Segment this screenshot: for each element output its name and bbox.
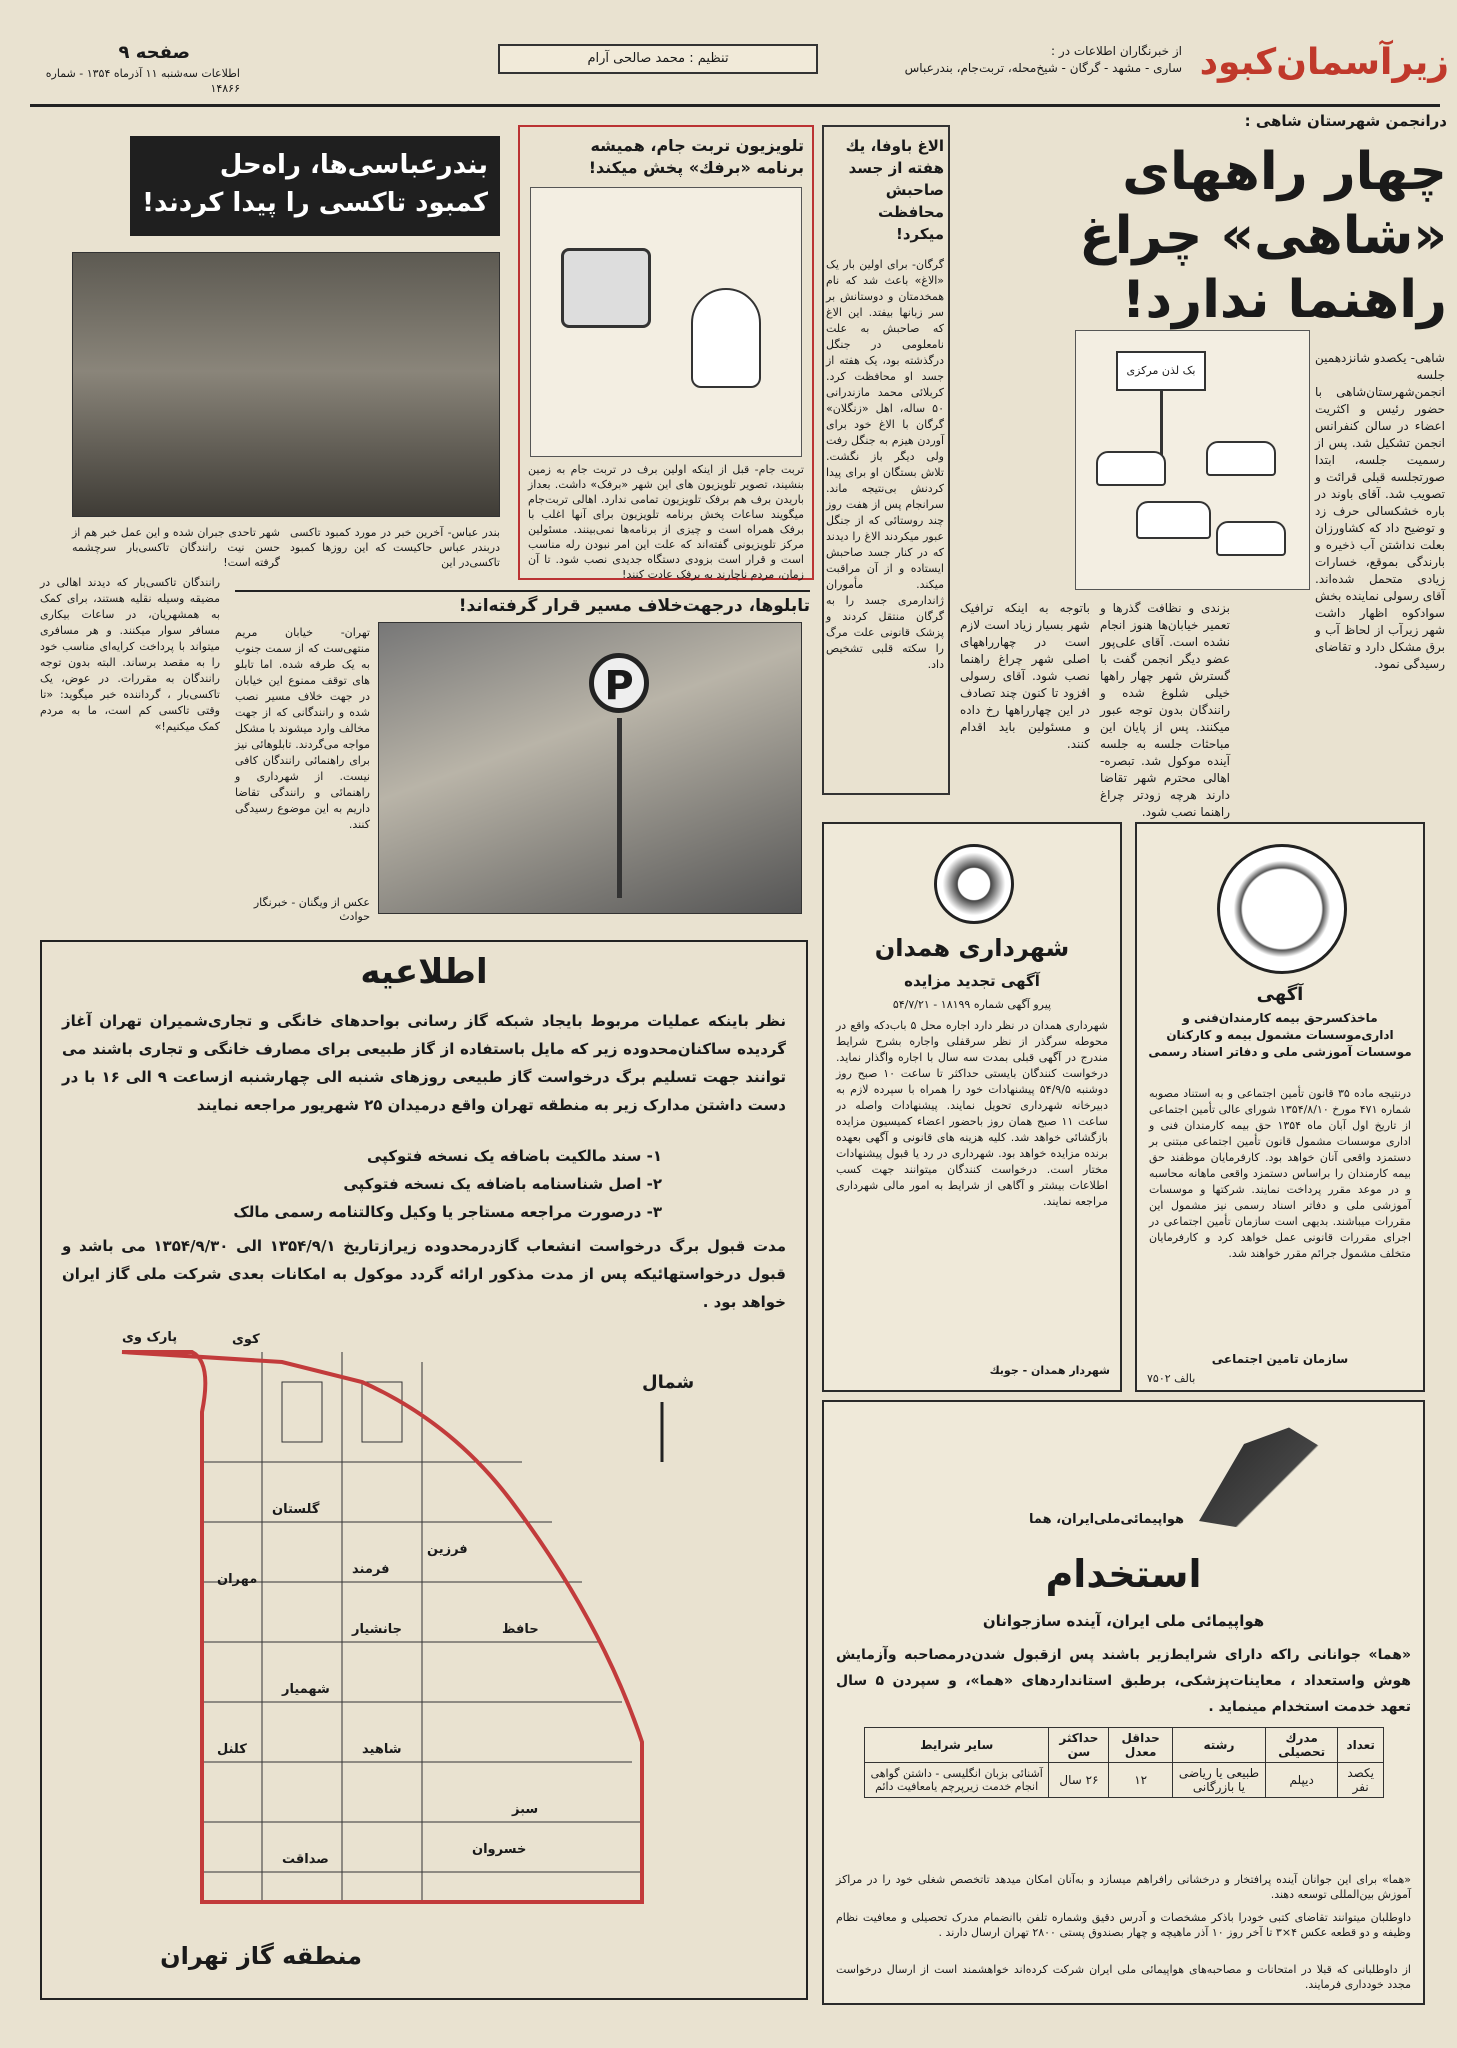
gas-area-map <box>82 1322 772 1922</box>
map-street-label: جانشیار <box>352 1622 403 1637</box>
tv-body: تربت جام- قبل از اینکه اولین برف در تربت جام به زمین بنشیند، تصویر تلویزیون های این شهر «برفک» داشت. بعداز باریدن برف هم برفک تلویزیون تمامی ندارد. اهالی تربت‌جام میگویند ساعات پخش برنامه تلویزیون برای آنها اغلب با برفک همراه است و چیزی از برنامه‌ها نمی‌بینند. مسئولین مرکز تلویزیونی گفته‌اند که علت این امر نبودن رله مناسب است و قرار است بزودی دستگاه جدیدی نصب شود. تا آن زمان، مردم ناچارند به برفک عادت کنند! <box>528 463 804 581</box>
table-header: حداکثر سن <box>1049 1728 1109 1763</box>
map-street-label: حافظ <box>502 1622 539 1637</box>
tv-headline: تلویزیون تربت جام، همیشه برنامه «برفك» پخش میکند! <box>588 136 804 177</box>
table-header: مدرك تحصیلی <box>1266 1728 1338 1763</box>
masthead-rule <box>30 104 1440 107</box>
taxi-caption-left: شهر تاحدی جبران شده و این عمل خبر هم از حسن نیت رانندگان تاکسی‌بار سرچشمه گرفته است! <box>72 526 280 569</box>
signs-body: تهران- خیابان مریم منتهی‌ست که از سمت جنوب به یک طرفه شده. اما تابلو های توقف ممنوع این خیابان در جهت خلاف مسیر نصب شده و رانندگانی که از جهت مخالف وارد میشوند با مشکل مواجه می‌گردند. تابلو‌هائی نیز برای راهنمائی رانندگان کافی نیست. از شهرداری و راهنمائی و رانندگی تقاضا داریم به این موضوع رسیدگی کنند. <box>235 626 370 831</box>
tv-cartoon <box>530 187 802 457</box>
street-grid <box>202 1352 642 1902</box>
correspondents-cities: ساری - مشهد - گرگان - شیخ‌محله، تربت‌جام، بندرعباس <box>904 61 1182 75</box>
traffic-headline: چهار راههای «شاهی» چراغ راهنما ندارد! <box>1079 142 1447 330</box>
table-cell: دیپلم <box>1266 1763 1338 1798</box>
map-street-label: کوی <box>232 1332 260 1347</box>
gas-notice-item-2: ۲- اصل شناسنامه باضافه یک نسخه فتوکپی <box>343 1175 662 1193</box>
car-icon <box>1206 441 1276 476</box>
homa-logo-icon <box>1184 1422 1334 1532</box>
issue-date: اطلاعات سه‌شنبه ۱۱ آذرماه ۱۳۵۴ - شماره ۱۴۸۶۶ <box>45 67 240 95</box>
table-cell: ۲۶ سال <box>1049 1763 1109 1798</box>
donkey-box <box>822 125 950 795</box>
map-street-label: گلستان <box>272 1502 320 1517</box>
editor-box: تنظیم : محمد صالحی آرام <box>498 44 818 74</box>
map-north-label: شمال <box>642 1372 695 1393</box>
map-street-label: پارک وی <box>122 1330 178 1345</box>
table-header: سایر شرایط <box>865 1728 1049 1763</box>
signs-credit: عکس از ویگنان - خبرنگار حوادث <box>253 896 370 923</box>
signs-headline: تابلوها، درجهت‌خلاف مسیر قرار گرفته‌اند! <box>235 590 810 616</box>
cartoon-sign: بک لذن مرکزی <box>1116 351 1206 391</box>
map-street-label: خسروان <box>472 1842 527 1857</box>
gas-notice-body: نظر باینکه عملیات مربوط بایجاد شبکه گاز رسانی بواحدهای خانگی و تجاری‌شمیران‌ تهران آغاز گردیده ساکنان‌محدوده زیر که مایل باستفاده از گاز طبیعی برای مصارف خانگی و تجاری باشند می توانند جهت تسلیم برگ درخواست گاز طبیعی روزهای شنبه الی چهارشنبه ازساعت ۹ الی ۱۶ با در دست داشتن مدارک زیر به منطقه تهران واقع درمیدان ۲۵ شهریور مراجعه نمایند <box>62 1012 786 1114</box>
municipality-title: شهرداری همدان <box>874 934 1070 962</box>
traffic-col-right: شاهی- یکصدو شانزدهمین جلسه انجمن‌شهرستان‌شاهی با حضور رئیس و اکثریت اعضاء در سالن کنفرانس انجمن تشکیل شد. پس از رسمیت جلسه، ابتدا صورتجلسه قبلی قرائت و تصویب شد. آقای باوند در باره خشکسالی حرف زد و توضیح داد که کشاورزان بعلت نداشتن آب ذخیره و بارندگی بموقع، خسارات زیادی متحمل شده‌اند. آقای رسولی نماینده بخش سوادکوه اظهار داشت شهر زیرآب از لحاظ آب و برق مشکل دارد و تقاضای رسیدگی نمود. <box>1315 351 1445 671</box>
table-cell: ۱۲ <box>1109 1763 1172 1798</box>
taxi-caption-right: بندر عباس- آخرین خبر در مورد کمبود تاکسی دربندر عباس حاکیست که این روز‌ها کمبود تاکسی‌در این <box>290 526 500 569</box>
map-street-label: فرمند <box>352 1562 390 1577</box>
correspondents-label: از خبرنگاران اطلاعات در : <box>1051 44 1182 58</box>
tv-set-icon <box>561 248 651 328</box>
insurance-sign: سازمان تامین اجتماعی <box>1211 1352 1349 1366</box>
masthead-title: زیرآسمان‌کبود <box>1199 42 1449 83</box>
traffic-col-left: باتوجه به اینکه ترافیک شهر بسیار زیاد است لازم است در چهارراههای اصلی شهر چراغ راهنما نصب شود. آقای رسولی افزود تا کنون چند تصادف در این چهارراهها رخ داده و مسئولین باید اقدام کنند. <box>960 601 1090 751</box>
airline-note-2: داوطلبان میتوانند تقاضای کتبی خودرا باذکر مشخصات و آدرس دقیق وشماره تلفن باانضمام مدرک تحصیلی و معافیت نظام وظیفه و دو قطعه عکس ۴×۳ تا آخر روز ۱۰ آذر ماهیچه و چهار بصندوق پستی ۲۸۰۰ تهران ارسال دارند . <box>836 1911 1411 1939</box>
airline-slogan: هواپیمائی ملی ایران، آینده سازجوانان <box>982 1612 1265 1630</box>
insurance-title: آگهی <box>1256 984 1304 1005</box>
tv-box <box>518 125 814 580</box>
table-header: تعداد <box>1338 1728 1384 1763</box>
map-street-label: شاهید <box>362 1742 402 1757</box>
municipality-sign: شهردار همدان - جوبك <box>989 1364 1110 1377</box>
page-number: صفحه ۹ <box>118 42 190 63</box>
sign-post <box>617 718 622 898</box>
taxi-photo <box>72 252 500 517</box>
no-parking-sign-icon: P <box>589 653 649 713</box>
airline-intro: «هما» جوانانی راکه دارای شرایط‌زیر باشند پس ازقبول شدن‌درمصاحبه وآزمایش هوش واستعداد ، معاینات‌پزشکی، برطبق استانداردهای «هما»، و سپردن ۵ سال تعهد خدمت استخدام مینماید . <box>836 1647 1411 1715</box>
table-cell: یکصد نفر <box>1338 1763 1384 1798</box>
municipality-emblem-icon <box>934 844 1014 924</box>
man-figure-icon <box>691 288 761 388</box>
airline-note-3: از داوطلبانی که قبلا در امتحانات و مصاحبه‌های هواپیمائی ملی ایران شرکت کرده‌اند خواهشمند است از ارسال درخواست مجدد خودداری فرمایند. <box>836 1963 1411 1991</box>
map-street-label: کلنل <box>217 1742 247 1757</box>
taxi-headline-box: بندرعباسی‌ها، راه‌حل کمبود تاکسی را پیدا کردند! <box>130 136 500 236</box>
gas-notice-deadline: مدت قبول برگ درخواست انشعاب گازدرمحدوده زیرازتاریخ ۱۳۵۴/۹/۱ الی ۱۳۵۴/۹/۳۰ می باشد و قبول درخواستهائیکه پس از مدت مذکور ارائه گردد موکول به امکانات بعدی شرکت ملی گاز ایران خواهد بود . <box>62 1237 786 1311</box>
cartoon-sign-post <box>1160 391 1163 461</box>
gas-map-title: منطقه گاز تهران <box>160 1942 362 1970</box>
insurance-ad <box>1135 822 1425 1392</box>
car-icon <box>1216 521 1286 556</box>
traffic-kicker: درانجمن شهرستان شاهی : <box>1244 112 1447 130</box>
car-icon <box>1136 501 1211 539</box>
gas-notice-item-3: ۳- درصورت مراجعه مستاجر یا وکیل وکالتنامه رسمی مالک <box>233 1203 662 1221</box>
municipality-body: شهرداری همدان در نظر دارد اجاره محل ۵ باب‌دکه واقع در محوطه سرگذر از نظر سرقفلی واجاره بشرح شرایط مندرج در آگهی قبلی بمدت سه سال با اجاره واگذار نماید. درخواست کنندگان بایستی حداکثر تا ساعت ۱۰ صبح روز دوشنبه ۵۴/۹/۵ پیشنهادات خود را همراه با سپرده لازم به دبیرخانه شهرداری تحویل نمایند. پیشنهادات واصله در ساعت ۱۱ صبح همان روز باحضور اعضاء کمیسیون مزایده بازگشائی خواهد شد. کلیه هزینه های قانونی و آگهی بعهده برنده مزایده خواهد بود. شهرداری در رد یا قبول پیشنهادات مختار است. درخواست کنندگان میتوانند جهت کسب اطلاعات بیشتر و آگاهی از شرایط به امور مالی شهرداری مراجعه نمایند. <box>836 1019 1109 1208</box>
map-street-label: مهران <box>217 1572 258 1587</box>
map-svg <box>82 1322 772 1922</box>
insurance-body: درنتیجه ماده ۳۵ قانون تأمین اجتماعی و به استناد مصوبه شماره ۴۷۱ مورخ ۱۳۵۴/۸/۱۰ شورای عالی تأمین اجتماعی از تاریخ اول آبان ماه ۱۳۵۴ حق بیمه کارمندان فنی و اداری موسسات مشمول قانون تأمین اجتماعی مبتنی بر دستمزد واقعی آنان خواهد بود. کارفرمایان موظفند حق بیمه کارمندان را براساس دستمزد واقعی ماهانه محاسبه و در موعد مقرر پرداخت نمایند. شرکتها و موسسات آموزشی ملی و دفاتر اسناد رسمی نیز مشمول این مقررات میباشند. بدیهی است سازمان تأمین اجتماعی در اجرای مقررات قانونی عمل خواهد کرد و کارفرمایان متخلف مشمول جرائم مقرر خواهند شد. <box>1149 1087 1412 1260</box>
traffic-cartoon <box>1075 330 1310 590</box>
map-street-label: شهمیار <box>282 1682 330 1697</box>
insurance-subtitle: ماخذکسرحق بیمه کارمندان‌‌فنی و اداری‌موسسات مشمول بیمه و کارکنان موسسات آموزشی ملی و دفاتر اسناد رسمی <box>1148 1011 1412 1059</box>
table-cell: آشنائی بزبان انگلیسی - داشتن گواهی انجام خدمت زیرپرچم یامعافیت دائم <box>865 1763 1049 1798</box>
table-header: حداقل معدل <box>1109 1728 1172 1763</box>
car-icon <box>1096 451 1166 486</box>
municipality-ref: پیرو آگهی شماره ۱۸۱۹۹ - ۵۴/۷/۲۱ <box>892 998 1052 1011</box>
municipality-subtitle: آگهی تجدید مزایده <box>904 972 1040 990</box>
traffic-col-middle: بزندی و نظافت گذرها و تعمیر خیابان‌ها هنوز انجام نشده است. آقای علی‌پور عضو دیگر انجمن گفت با گسترش شهر چهار راهها خیلی شلوغ شده و رانندگان بدون توجه عبور میکنند. پس از پایان این مباحثات جلسه به جلسه آینده موکول شد. تبصره- اهالی محترم شهر تقاضا دارند هرچه زودتر چراغ راهنما نصب شود. <box>1100 601 1230 819</box>
donkey-headline: الاغ باوفا، یك هفته از جسد صاحبش محافظت میکرد! <box>845 137 944 243</box>
insurance-emblem-icon <box>1217 844 1347 974</box>
airline-note-1: «هما» برای این جوانان آینده پرافتخار و درخشانی رافراهم میسازد و به‌آنان امکان میدهد تاتخصص شغلی خود را در مراکز آموزش بین‌المللی توسعه دهند. <box>836 1873 1411 1901</box>
insurance-code: بالف ۷۵۰۲ <box>1147 1372 1196 1385</box>
map-street-label: سبز <box>512 1802 539 1817</box>
airline-table-wrap <box>864 1727 1384 1798</box>
homa-logo-text: هواپیمائی‌ملی‌ایران، هما <box>1029 1512 1184 1527</box>
signs-photo <box>378 622 802 914</box>
map-street-label: فرزین <box>427 1542 468 1557</box>
taxi-body: رانندگان تاکسی‌بار که دیدند اهالی در مضیقه وسیله نقلیه هستند، برای کمک به همشهریان، در ساعات بیکاری مسافر سوار میکنند. و هر مسافری میتواند با پرداخت کرایه‌ای مناسب خود را به مقصد برساند. البته بدون توجه رانندگان به مقررات. در عوض، یک تاکسی‌بار ، گرداننده خبر میگوید: «تا وقتی تاکسی کم است، ما به مردم کمک میکنیم!» <box>40 576 220 733</box>
table-row <box>865 1763 1384 1798</box>
gas-notice-title: اطلاعیه <box>360 952 488 992</box>
gas-notice-box <box>40 940 808 2000</box>
donkey-body: گرگان- برای اولین بار یک «الاغ» باعث شد که نام همخدمتان و دوستانش بر سر زبانها بیفتد. این الاغ که صاحبش به علت نامعلومی در جنگل درگذشته بود، یک هفته از جسد او محافظت کرد. کربلائی محمد مازندرانی ۵۰ ساله، اهل «زنگلان» گرگان با الاغ خود برای آوردن هیزم به جنگل رفت ولی دیگر باز نگشت. تلاش بستگان او برای پیدا کردنش بی‌نتیجه ماند. سرانجام پس از هفت روز چند روستائی که از جنگل عبور میکردند الاغ را دیدند که در کنار جسد صاحبش ایستاده و از آن مراقبت میکند. مأموران ژاندارمری جسد را به گرگان منتقل کردند و پزشک قانونی علت مرگ را سکته قلبی تشخیص داد. <box>826 258 944 671</box>
gas-notice-item-1: ۱- سند مالکیت باضافه یک نسخه فتوکپی <box>366 1147 662 1165</box>
table-cell: طبیعی یا ریاضی یا بازرگانی <box>1172 1763 1265 1798</box>
airline-ad <box>822 1400 1425 2005</box>
map-street-label: صداقت <box>282 1852 329 1867</box>
municipality-ad <box>822 822 1122 1392</box>
table-header: رشته <box>1172 1728 1265 1763</box>
airline-title: استخدام <box>1045 1552 1202 1596</box>
airline-table <box>864 1727 1384 1798</box>
